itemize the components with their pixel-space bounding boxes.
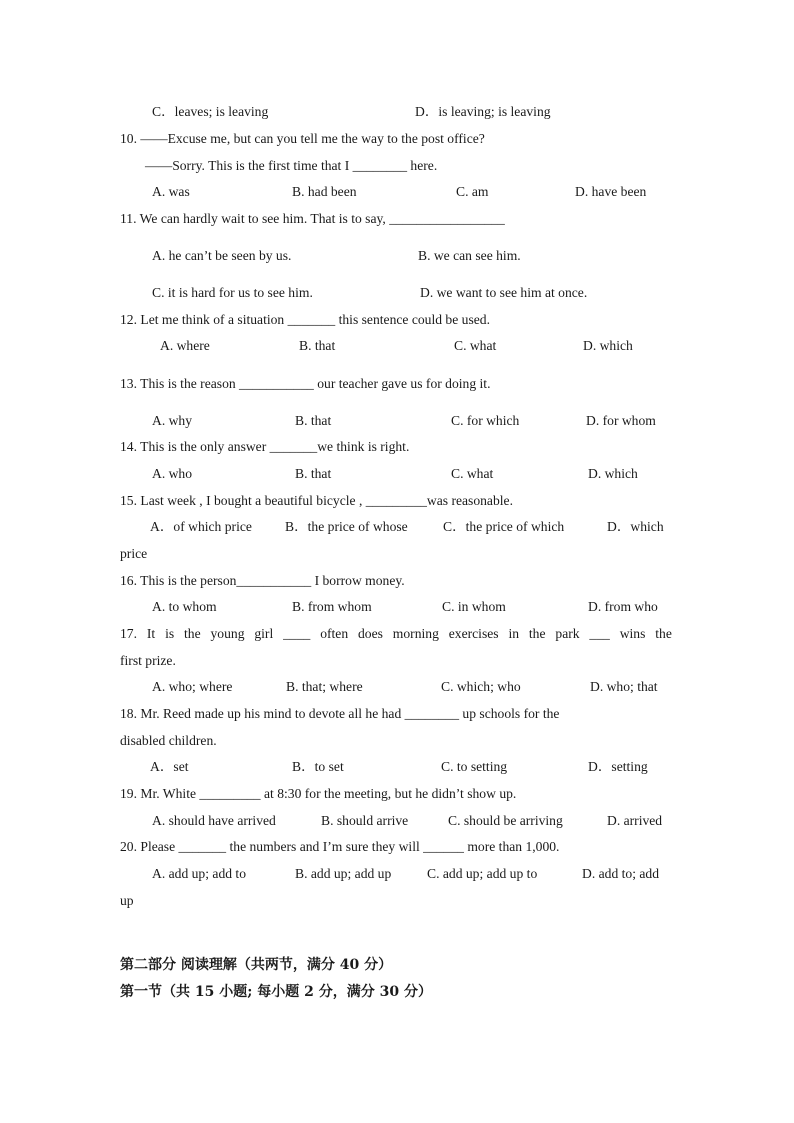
q10-option-a: A. was	[152, 184, 190, 199]
section1-heading: 第一节（共 15 小题; 每小题 2 分，满分 30 分）	[120, 984, 432, 1000]
q17-stem: 17. It is the young girl ____ often does morning exercises in the park ___ wins the	[120, 626, 672, 641]
q13-option-d: D. for whom	[586, 413, 656, 428]
q14-option-c: C. what	[451, 466, 494, 481]
q10-reply: ——Sorry. This is the first time that I ________ here.	[145, 158, 438, 173]
q9-option-c: C．leaves; is leaving	[152, 104, 269, 119]
q18-stem: 18. Mr. Reed made up his mind to devote all he had ________ up schools for the	[120, 706, 560, 721]
q19-stem: 19. Mr. White _________ at 8:30 for the meeting, but he didn’t show up.	[120, 786, 517, 801]
q20-option-a: A. add up; add to	[152, 866, 247, 881]
q15-option-c: C．the price of which	[443, 519, 565, 534]
q14-option-d: D. which	[588, 466, 638, 481]
q20-option-c: C. add up; add up to	[427, 866, 538, 881]
q13-option-a: A. why	[152, 413, 193, 428]
q17-stem-wrap: first prize.	[120, 653, 176, 668]
q11-option-a: A. he can’t be seen by us.	[152, 248, 292, 263]
q11-option-d: D. we want to see him at once.	[420, 285, 588, 300]
q15-option-d: D．which	[607, 519, 664, 534]
q13-option-c: C. for which	[451, 413, 520, 428]
q10-option-d: D. have been	[575, 184, 647, 199]
q16-option-b: B. from whom	[292, 599, 372, 614]
q14-stem: 14. This is the only answer _______we think is right.	[120, 439, 410, 454]
q19-option-d: D. arrived	[607, 813, 663, 828]
q12-option-c: C. what	[454, 338, 497, 353]
q17-option-b: B. that; where	[286, 679, 363, 694]
q19-option-a: A. should have arrived	[152, 813, 276, 828]
q16-stem: 16. This is the person___________ I borrow money.	[120, 573, 405, 588]
q18-option-b: B．to set	[292, 759, 344, 774]
q11-option-c: C. it is hard for us to see him.	[152, 285, 313, 300]
q15-stem: 15. Last week , I bought a beautiful bicycle , _________was reasonable.	[120, 493, 513, 508]
q20-stem: 20. Please _______ the numbers and I’m sure they will ______ more than 1,000.	[120, 839, 560, 854]
q15-option-d-wrap: price	[120, 546, 148, 561]
q18-option-a: A．set	[150, 759, 189, 774]
q17-option-a: A. who; where	[152, 679, 233, 694]
q11-option-b: B. we can see him.	[418, 248, 521, 263]
q10-option-c: C. am	[456, 184, 489, 199]
q15-option-b: B．the price of whose	[285, 519, 408, 534]
q13-option-b: B. that	[295, 413, 332, 428]
q10-option-b: B. had been	[292, 184, 357, 199]
q12-option-a: A. where	[160, 338, 210, 353]
part2-heading: 第二部分 阅读理解（共两节，满分 40 分）	[120, 957, 393, 973]
q18-option-c: C. to setting	[441, 759, 508, 774]
q12-stem: 12. Let me think of a situation _______ this sentence could be used.	[120, 312, 490, 327]
q10-stem: 10. ——Excuse me, but can you tell me the way to the post office?	[120, 131, 485, 146]
q9-option-d: D．is leaving; is leaving	[415, 104, 551, 119]
q18-stem-wrap: disabled children.	[120, 733, 217, 748]
q13-stem: 13. This is the reason ___________ our teacher gave us for doing it.	[120, 376, 491, 391]
q20-option-d-wrap: up	[120, 893, 134, 908]
q20-option-d: D. add to; add	[582, 866, 660, 881]
q17-option-d: D. who; that	[590, 679, 658, 694]
q17-option-c: C. which; who	[441, 679, 521, 694]
q12-option-d: D. which	[583, 338, 633, 353]
q14-option-b: B. that	[295, 466, 332, 481]
q16-option-d: D. from who	[588, 599, 658, 614]
q19-option-c: C. should be arriving	[448, 813, 563, 828]
q16-option-c: C. in whom	[442, 599, 506, 614]
q20-option-b: B. add up; add up	[295, 866, 392, 881]
q11-stem: 11. We can hardly wait to see him. That is to say, _________________	[120, 211, 505, 226]
q16-option-a: A. to whom	[152, 599, 217, 614]
q19-option-b: B. should arrive	[321, 813, 409, 828]
q15-option-a: A．of which price	[150, 519, 252, 534]
q18-option-d: D．setting	[588, 759, 648, 774]
q14-option-a: A. who	[152, 466, 193, 481]
q12-option-b: B. that	[299, 338, 336, 353]
